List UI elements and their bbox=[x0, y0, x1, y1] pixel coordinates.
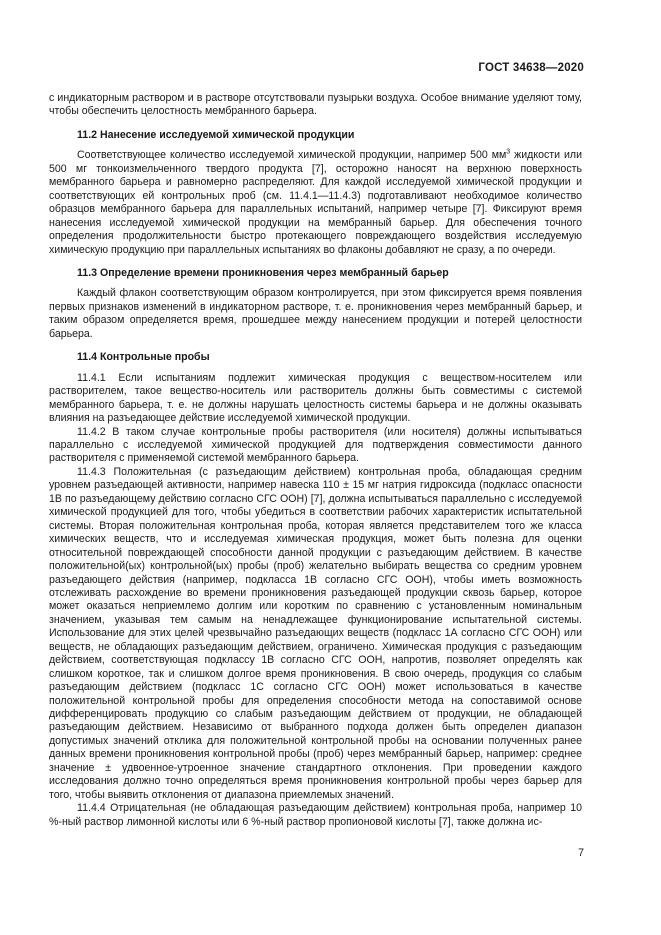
paragraph-11-4-4: 11.4.4 Отрицательная (не обладающая разъедающим действием) контрольная проба, например 10 %-ный раствор лимонной кислоты или 6 %-ный раствор пропионовой кислоты [7], также должна ис- bbox=[49, 802, 582, 828]
intro-paragraph: с индикаторным раствором и в растворе отсутствовали пузырьки воздуха. Особое внимание уделяют тому, чтобы обеспечить целостность мембранного барьера. bbox=[49, 92, 582, 118]
section-11-2-text-a: Соответствующее количество исследуемой химической продукции, например 500 мм bbox=[77, 149, 507, 162]
page-body bbox=[49, 92, 582, 829]
paragraph-11-4-3: 11.4.3 Положительная (с разъедающим действием) контрольная проба, обладающая средним уровнем разъедающей активности, например навеска 110 ± 15 мг натрия гидроксида (подкласс опасности 1В по разъедающему действию согласно СГС ООН) [7], должна испытываться параллельно с исследуемой химической продукцией для того, чтобы убедиться в соответствии рабочих характеристик испытательной системы. Вторая положительная контрольная проба, которая является представителем того же класса химических веществ, что и исследуемая химическая продукция, может быть полезна для оценки относительной повреждающей способности данной продукции с разъедающим действием. В качестве положительной(ых) контрольной(ых) пробы (проб) желательно выбирать вещества со средним уровнем разъедающего действия (например, подкласса 1В согласно СГС ООН), чтобы иметь возможность отслеживать расхождение во времени проникновения разъедающей продукции сквозь барьер, которое может оказаться неприемлемо долгим или коротким по сравнению с установленным номинальным значением, указывая тем самым на ненадлежащее функционирование испытательной системы. Использование для этих целей чрезвычайно разъедающих веществ (подкласс 1А согласно СГС ООН) или веществ, не обладающих разъедающим действием, ограничено. Химическая продукция с разъедающим действием, соответствующая подклассу 1В согласно СГС ООН, напротив, позволяет определять как слишком короткое, так и слишком долгое время проникновения. В свою очередь, продукция со слабым разъедающим действием (подкласс 1С согласно СГС ООН) может использоваться в качестве положительной контрольной пробы для определения способности метода на сопоставимой основе дифференцировать продукцию со слабым разъедающим действием от продукции, не обладающей разъедающим действием. Независимо от выбранного подхода должен быть определен диапазон допустимых значений отклика для положительной контрольной пробы на основании полученных ранее данных времени проникновения контрольной пробы (проб) через мембранный барьер, например: среднее значение ± удвоенное-утроенное значение стандартного отклонения. При проведении каждого исследования должно точно определяться время проникновения контрольной пробы через барьер для того, чтобы выявить отклонения от диапазона приемлемых значений. bbox=[49, 465, 582, 801]
section-11-4-heading: 11.4 Контрольные пробы bbox=[77, 351, 210, 364]
section-11-2-paragraph bbox=[49, 149, 582, 257]
superscript-3: 3 bbox=[506, 148, 511, 156]
paragraph-11-4-1: 11.4.1 Если испытаниям подлежит химическая продукция с веществом-носителем или растворителем, такое вещество-носитель или растворитель должны быть совместимы с системой мембранного барьера, т. е. не должны нарушать целостность системы барьера и не должны оказывать влияния на разъедающее действие исследуемой химической продукции. bbox=[49, 371, 582, 425]
document-code-header: ГОСТ 34638—2020 bbox=[478, 62, 584, 74]
section-11-2-text-b: жидкости или 500 мг тонкоизмельченного твердого продукта [7], осторожно наносят на верхнюю поверхность мембранного барьера и равномерно распределяют. Для каждой исследуемой химической продукции и соответствующих ей контрольных проб (см. 11.4.1—11.4.3) подготавливают необходимое количество образцов мембранного барьера для параллельных испытаний, например четыре [7]. Фиксируют время нанесения исследуемой химической продукции на мембранный барьер. Для обеспечения точного определения продолжительности быстро протекающего повреждающего воздействия исследуемую химическую продукцию при параллельных испытаниях во флаконы добавляют не сразу, а по очереди. bbox=[49, 149, 582, 256]
page-number: 7 bbox=[578, 847, 584, 859]
section-11-3-heading: 11.3 Определение времени проникновения через мембранный барьер bbox=[77, 266, 449, 279]
section-11-2-heading: 11.2 Нанесение исследуемой химической продукции bbox=[77, 128, 355, 141]
paragraph-11-4-2: 11.4.2 В таком случае контрольные пробы растворителя (или носителя) должны испытываться параллельно с исследуемой химической продукцией для подтверждения совместимости данного растворителя с применяемой системой мембранного барьера. bbox=[49, 425, 582, 465]
section-11-3-paragraph: Каждый флакон соответствующим образом контролируется, при этом фиксируется время появления первых признаков изменений в индикаторном растворе, т. е. проникновения через мембранный барьер, и таким образом определяется время, прошедшее между нанесением продукции и потерей целостности барьера. bbox=[49, 287, 582, 340]
